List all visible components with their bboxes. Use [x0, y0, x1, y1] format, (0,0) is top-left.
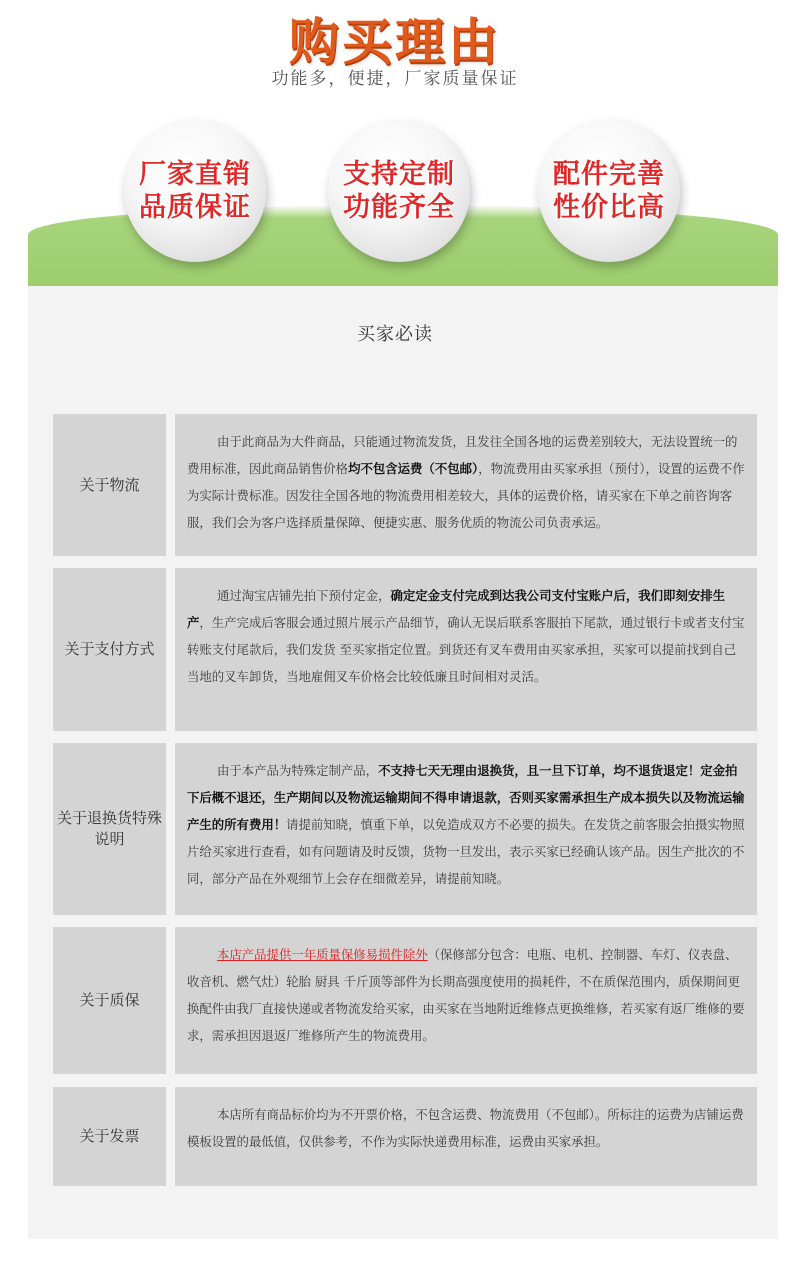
badge-line-1: 支持定制: [343, 159, 455, 190]
body-text: （保修部分包含：电瓶、电机、控制器、车灯、仪表盘、收音机、燃气灶）轮胎 厨具 千斤顶等部件为长期高强度使用的损耗件，不在质保范围内，质保期间更换配件由我厂直接快递或者物流发给买家，由买家在当地附近维修点更换维修，若买家有返厂维修的要求，需承担因退返厂维修所产生的物流费用。: [187, 947, 745, 1043]
feature-badge-factory-direct: [124, 120, 266, 262]
row-label-logistics: 关于物流: [53, 414, 166, 556]
row-body-warranty: [175, 927, 757, 1074]
badge-line-1: 配件完善: [553, 159, 665, 190]
row-body-logistics: [175, 414, 757, 556]
body-text: ，生产完成后客服会通过照片展示产品细节，确认无误后联系客服拍下尾款，通过银行卡或者支付宝转账支付尾款后，我们发货 至买家指定位置。到货还有叉车费用由买家承担，买家可以提前找到自己当地的叉车卸货，当地雇佣叉车价格会比较低廉且时间相对灵活。: [187, 615, 745, 684]
body-bold-text: 均不包含运费（不包邮）: [348, 461, 479, 476]
badge-line-2: 功能齐全: [343, 192, 455, 223]
feature-badge-customization: [328, 120, 470, 262]
badge-line-2: 性价比高: [553, 192, 665, 223]
body-bold-text: 确定定金支付完成到达我公司支付宝账户后，我们即刻安排生产: [187, 588, 726, 630]
feature-badge-accessories: [538, 120, 680, 262]
row-body-payment: [175, 568, 757, 731]
body-text: 由于本产品为特殊定制产品，: [217, 763, 379, 778]
section-title: 买家必读: [357, 324, 433, 345]
warranty-highlight-text: 本店产品提供一年质量保修易损件除外: [217, 947, 428, 962]
body-text: 请提前知晓，慎重下单，以免造成双方不必要的损失。在发货之前客服会拍摄实物照片给买家进行查看，如有问题请及时反馈，货物一旦发出，表示买家已经确认该产品。因生产批次的不同，部分产品在外观细节上会存在细微差异，请提前知晓。: [187, 817, 745, 886]
row-label-warranty: 关于质保: [53, 927, 166, 1074]
page-subtitle: 功能多，便捷，厂家质量保证: [271, 69, 519, 89]
badge-line-1: 厂家直销: [139, 159, 251, 190]
body-text: 通过淘宝店铺先拍下预付定金，: [217, 588, 391, 603]
body-text: 由于此商品为大件商品，只能通过物流发货，且发往全国各地的运费差别较大，无法设置统一的费用标准，因此商品销售价格: [187, 434, 738, 476]
header: [0, 0, 790, 286]
page-title: 购买理由: [289, 13, 501, 71]
row-label-invoice: 关于发票: [53, 1087, 166, 1186]
body-text: ，物流费用由买家承担（预付），设置的运费不作为实际计费标准。因发往全国各地的物流费用相差较大，具体的运费价格，请买家在下单之前咨询客服，我们会为客户选择质量保障、便捷实惠、服务优质的物流公司负责承运。: [187, 461, 745, 530]
row-label-returns: 关于退换货特殊说明: [53, 743, 166, 915]
badge-line-2: 品质保证: [139, 192, 251, 223]
body-text: 本店所有商品标价均为不开票价格，不包含运费、物流费用（不包邮）。所标注的运费为店铺运费模板设置的最低值，仅供参考，不作为实际快递费用标准，运费由买家承担。: [187, 1107, 744, 1149]
row-body-invoice: [175, 1087, 757, 1186]
row-body-returns: [175, 743, 757, 915]
body-bold-text: 不支持七天无理由退换货，且一旦下订单，均不退货退定！定金拍下后概不退还，生产期间以及物流运输期间不得申请退款，否则买家需承担生产成本损失以及物流运输产生的所有费用！: [187, 763, 745, 832]
row-label-payment: 关于支付方式: [53, 568, 166, 731]
